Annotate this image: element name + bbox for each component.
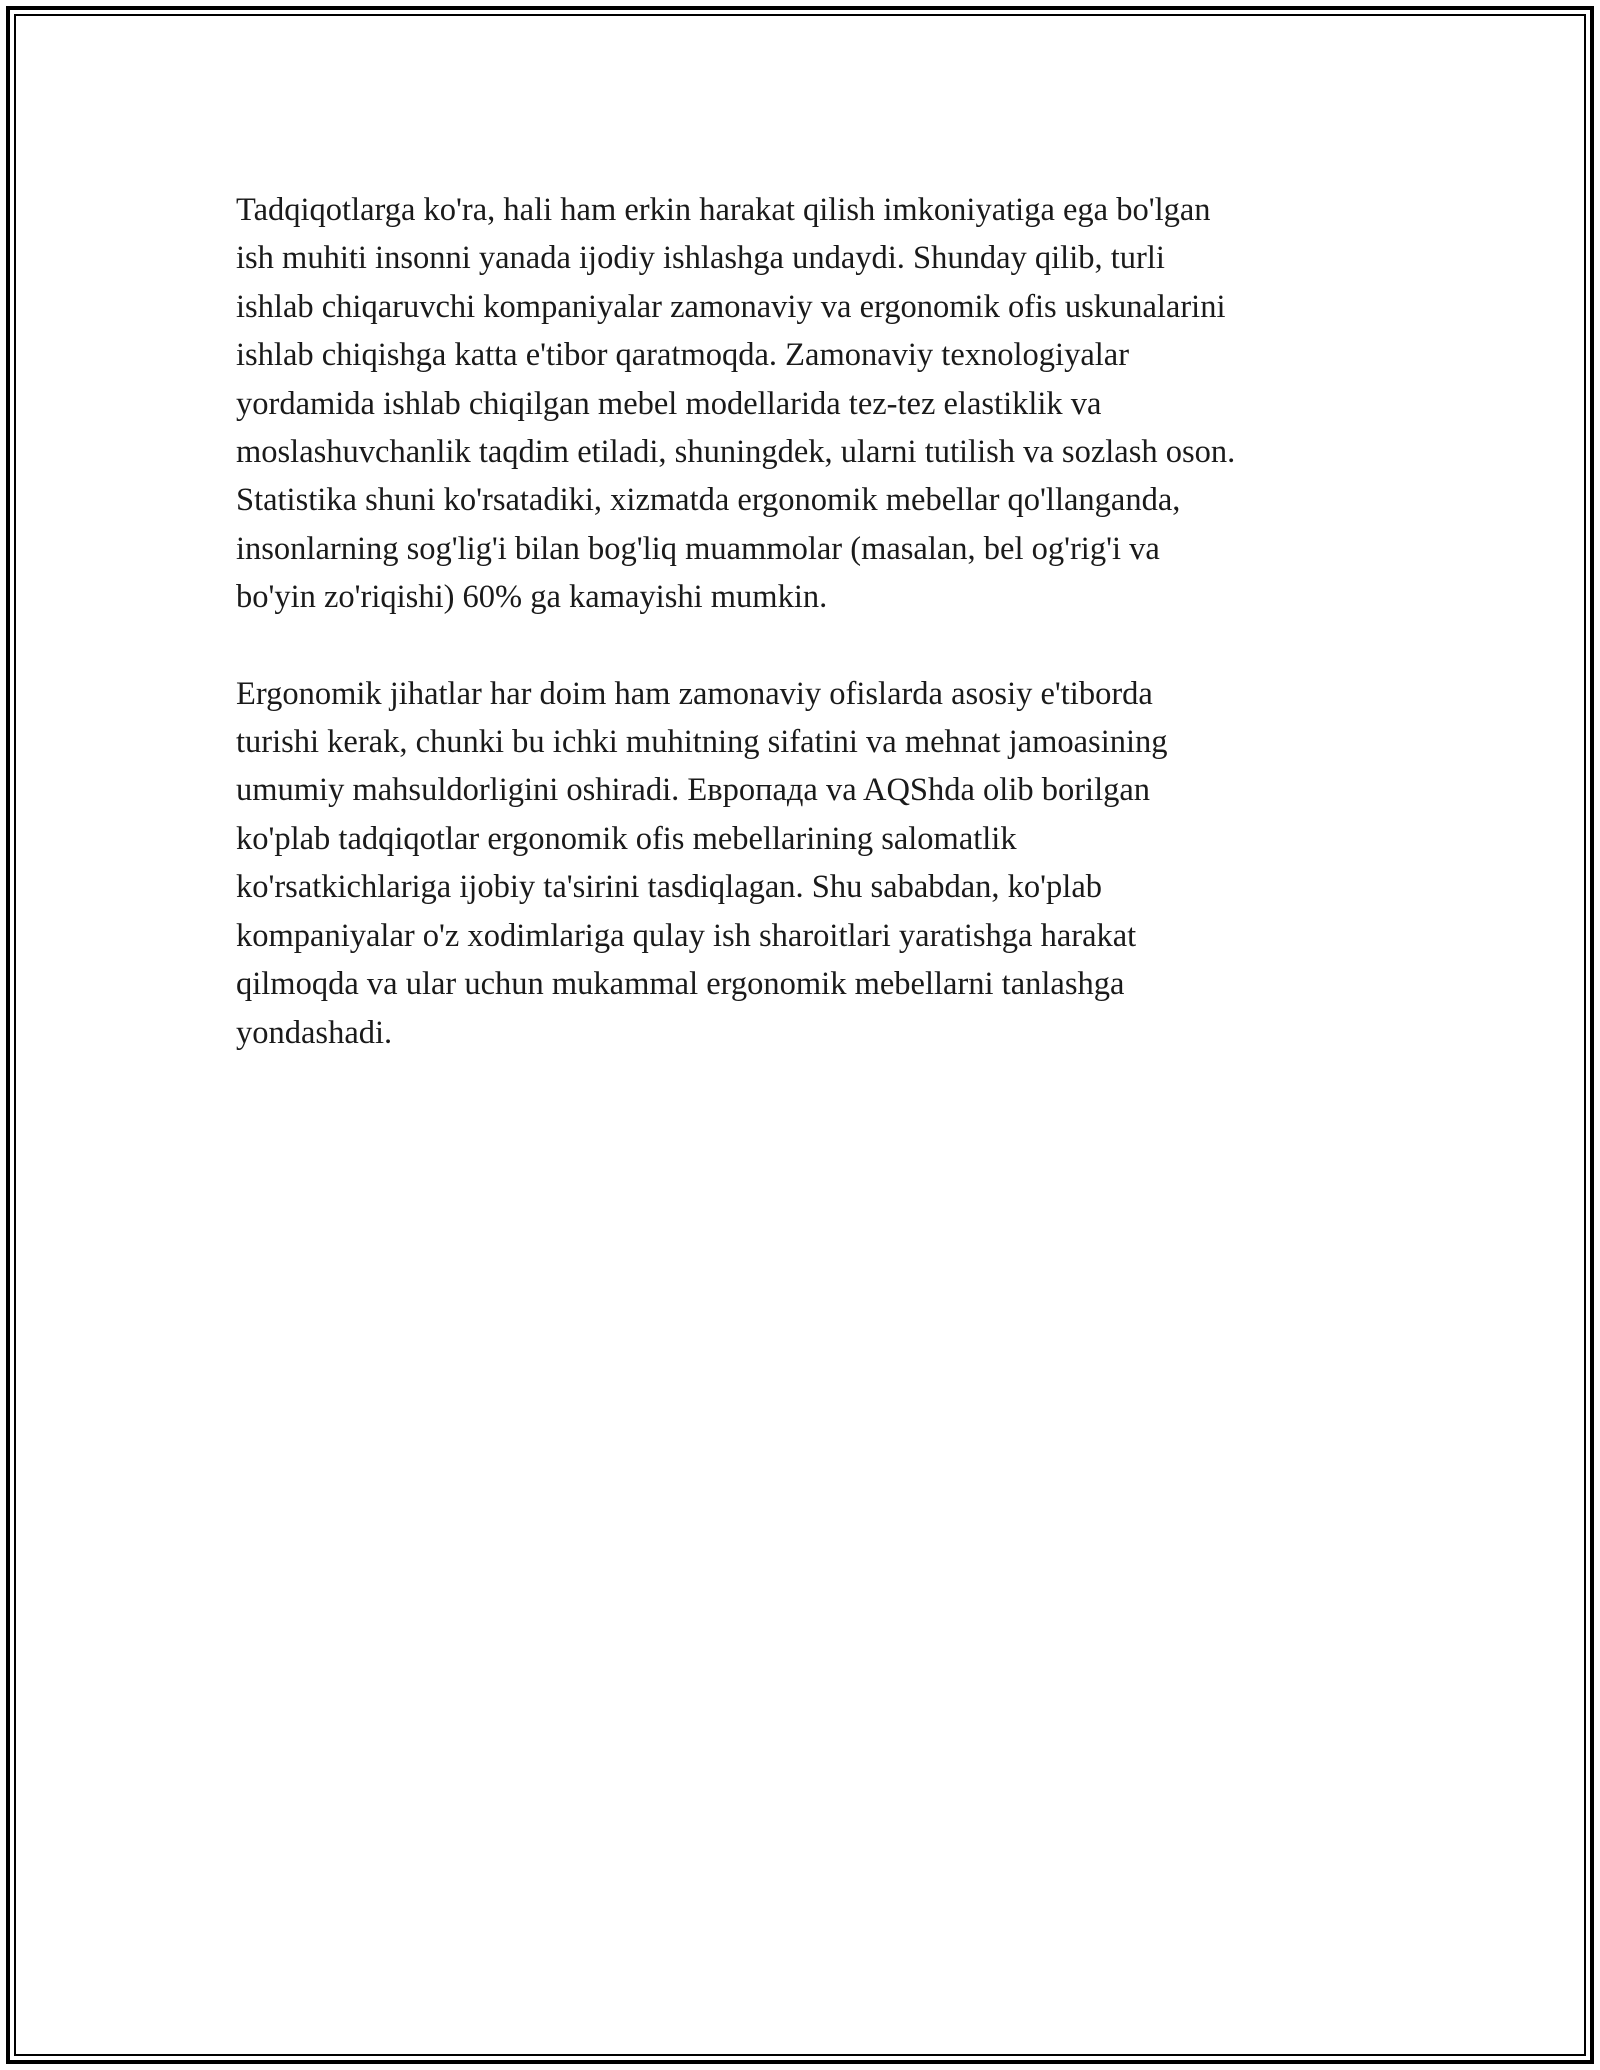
text-line: ishlab chiqaruvchi kompaniyalar zamonaviy va ergonomik ofis uskunalarini — [236, 288, 1226, 325]
text-line: ishlab chiqishga katta e'tibor qaratmoqda. Zamonaviy texnologiyalar — [236, 337, 1130, 374]
text-line: Ergonomik jihatlar har doim ham zamonaviy ofislarda asosiy e'tiborda — [236, 675, 1153, 712]
document-body — [236, 186, 1386, 1057]
text-line: Statistika shuni ko'rsatadiki, xizmatda ergonomik mebellar qo'llanganda, — [236, 482, 1181, 519]
text-line: turishi kerak, chunki bu ichki muhitning sifatini va mehnat jamoasining — [236, 724, 1168, 761]
paragraph-1 — [236, 186, 1386, 622]
paragraph-2 — [236, 670, 1386, 1057]
text-line: yondashadi. — [236, 1014, 393, 1051]
text-line: bo'yin zo'riqishi) 60% ga kamayishi mumkin. — [236, 579, 828, 616]
text-line: ish muhiti insonni yanada ijodiy ishlashga undaydi. Shunday qilib, turli — [236, 240, 1165, 277]
text-line: Tadqiqotlarga ko'ra, hali ham erkin harakat qilish imkoniyatiga ega bo'lgan — [236, 192, 1211, 228]
text-line: ko'rsatkichlariga ijobiy ta'sirini tasdiqlagan. Shu sababdan, ko'plab — [236, 869, 1102, 906]
text-line: kompaniyalar o'z xodimlariga qulay ish sharoitlari yaratishga harakat — [236, 917, 1137, 954]
text-line: ko'plab tadqiqotlar ergonomik ofis mebellarining salomatlik — [236, 820, 1017, 857]
text-line: umumiy mahsuldorligini oshiradi. Европада va AQShda olib borilgan — [236, 772, 1151, 809]
text-line: moslashuvchanlik taqdim etiladi, shuningdek, ularni tutilish va sozlash oson. — [236, 434, 1236, 471]
text-line: qilmoqda va ular uchun mukammal ergonomik mebellarni tanlashga — [236, 966, 1125, 1003]
text-line: yordamida ishlab chiqilgan mebel modellarida tez-tez elastiklik va — [236, 385, 1102, 422]
text-line: insonlarning sog'lig'i bilan bog'liq muammolar (masalan, bel og'rig'i va — [236, 530, 1160, 567]
